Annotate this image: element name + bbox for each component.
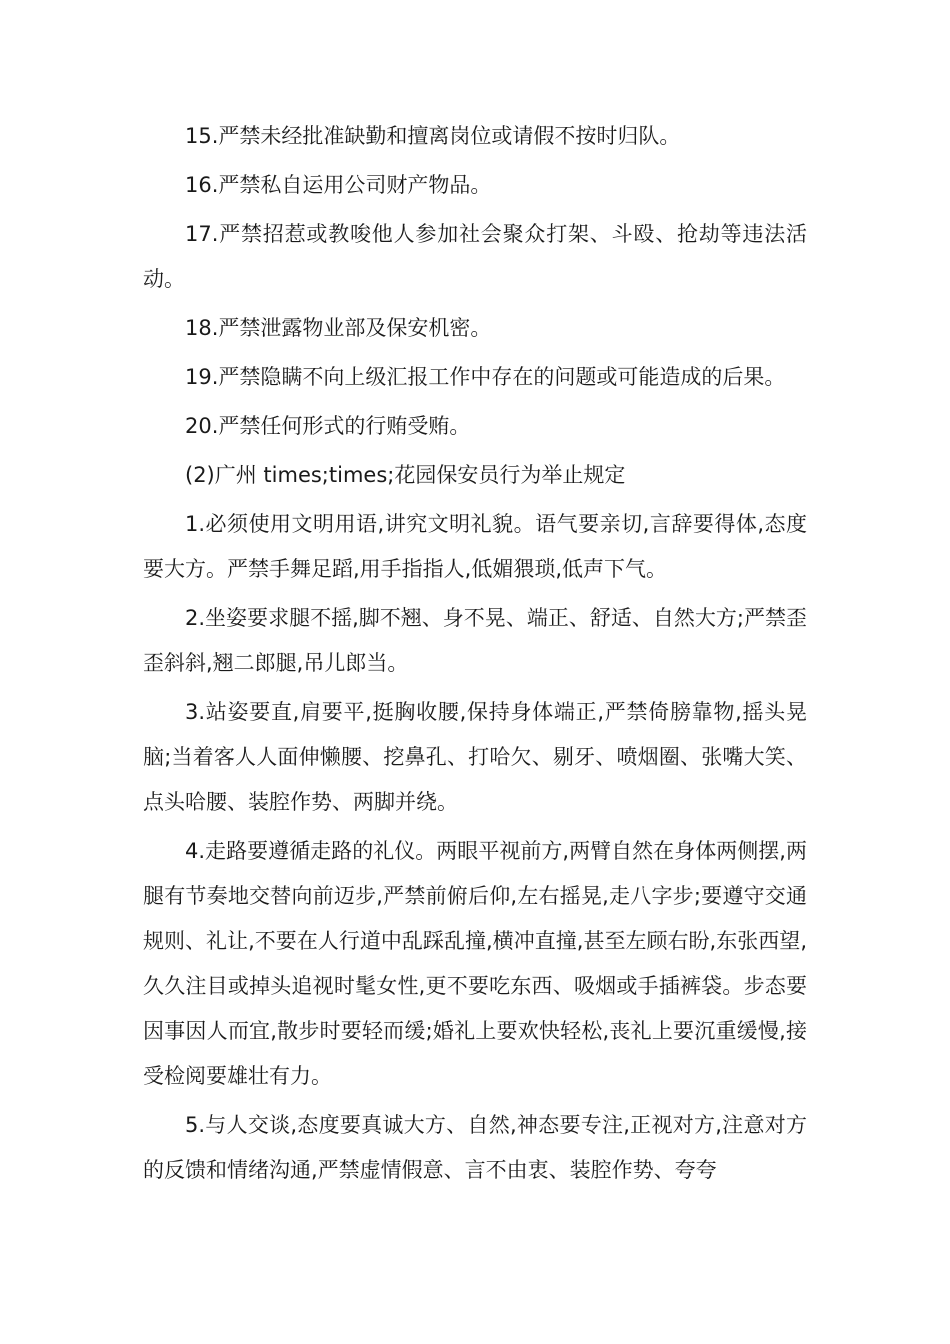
section-heading: (2)广州 times;times;花园保安员行为举止规定 xyxy=(185,463,626,487)
paragraph-conduct-5: 5.与人交谈,态度要真诚大方、自然,神态要专注,正视对方,注意对方的反馈和情绪沟通,严禁虚情假意、言不由衷、装腔作势、夸夸 xyxy=(143,1113,807,1182)
paragraph-rule-17: 17.严禁招惹或教唆他人参加社会聚众打架、斗殴、抢劫等违法活动。 xyxy=(143,222,807,291)
document-body xyxy=(143,114,807,1197)
paragraph-rule-18: 18.严禁泄露物业部及保安机密。 xyxy=(185,316,492,340)
paragraph-rule-20: 20.严禁任何形式的行贿受贿。 xyxy=(185,414,471,438)
paragraph-conduct-4: 4.走路要遵循走路的礼仪。两眼平视前方,两臂自然在身体两侧摆,两腿有节奏地交替向前迈步,严禁前俯后仰,左右摇晃,走八字步;要遵守交通规则、礼让,不要在人行道中乱踩乱撞,横冲直撞,甚至左顾右盼,东张西望,久久注目或掉头追视时髦女性,更不要吃东西、吸烟或手插裤袋。步态要因事因人而宜,散步时要轻而缓;婚礼上要欢快轻松,丧礼上要沉重缓慢,接受检阅要雄壮有力。 xyxy=(143,839,807,1088)
paragraph-conduct-2: 2.坐姿要求腿不摇,脚不翘、身不晃、端正、舒适、自然大方;严禁歪歪斜斜,翘二郎腿,吊儿郎当。 xyxy=(143,606,807,675)
paragraph-rule-19: 19.严禁隐瞒不向上级汇报工作中存在的问题或可能造成的后果。 xyxy=(185,365,786,389)
paragraph-rule-16: 16.严禁私自运用公司财产物品。 xyxy=(185,173,492,197)
paragraph-conduct-3: 3.站姿要直,肩要平,挺胸收腰,保持身体端正,严禁倚膀靠物,摇头晃脑;当着客人人面伸懒腰、挖鼻孔、打哈欠、剔牙、喷烟圈、张嘴大笑、点头哈腰、装腔作势、两脚并绕。 xyxy=(143,700,807,814)
paragraph-rule-15: 15.严禁未经批准缺勤和擅离岗位或请假不按时归队。 xyxy=(185,124,681,148)
paragraph-conduct-1: 1.必须使用文明用语,讲究文明礼貌。语气要亲切,言辞要得体,态度要大方。严禁手舞足蹈,用手指指人,低媚猥琐,低声下气。 xyxy=(143,512,807,581)
